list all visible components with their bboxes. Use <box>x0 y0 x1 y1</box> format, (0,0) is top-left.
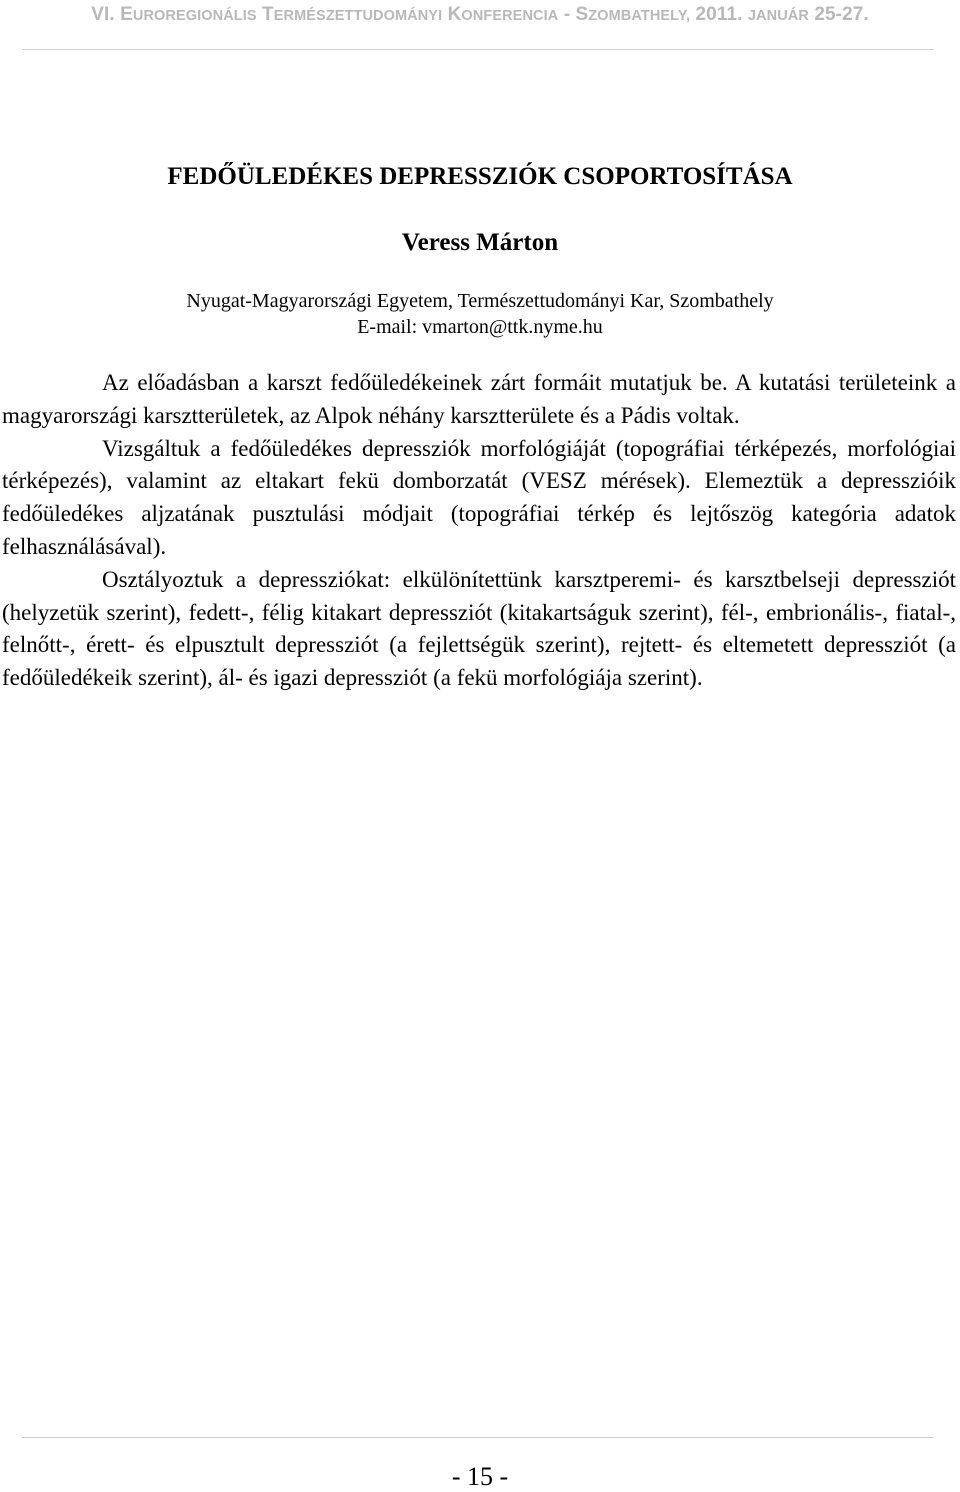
header-month: JANUÁR <box>747 8 809 24</box>
header-word-rest: ONFERENCIA <box>461 8 559 24</box>
abstract-paragraph: Az előadásban a karszt fedőüledékeinek zárt formáit mutatjuk be. A kutatási területeink a magyarországi karsztterületek, az Alpok néhány karsztterülete és a Pádis voltak. <box>2 370 956 428</box>
email: E-mail: vmarton@ttk.nyme.hu <box>357 316 603 338</box>
paper-title: FEDŐÜLEDÉKES DEPRESSZIÓK CSOPORTOSÍTÁSA <box>167 163 793 190</box>
abstract-paragraph: Vizsgáltuk a fedőüledékes depressziók morfológiáját (topográfiai térképezés, morfológiai térképezés), valamint az eltakart fekü domborzatát (VESZ mérések). Elemeztük a depresszióik fedőüledékes aljzatának pusztulási módjait (topográfiai térkép és lejtőszög kategória adatok felhasználásával). <box>2 435 956 559</box>
header-word-cap: E <box>120 4 133 25</box>
header-days: 25-27. <box>814 4 869 25</box>
header-word-rest: ERMÉSZETTUDOMÁNYI <box>273 8 443 24</box>
header-word-cap: K <box>447 4 462 25</box>
header-word-rest: ZOMBATHELY, <box>588 8 691 24</box>
header-word-rest: UROREGIONÁLIS <box>132 8 257 24</box>
affiliation-block <box>0 288 960 340</box>
header-divider <box>22 49 934 50</box>
footer-divider <box>22 1437 934 1438</box>
abstract-body <box>2 367 956 695</box>
affiliation: Nyugat-Magyarországi Egyetem, Természettudományi Kar, Szombathely <box>186 290 774 312</box>
header-year: 2011. <box>695 4 743 25</box>
header-word-cap: T <box>262 4 274 25</box>
author-name: Veress Márton <box>401 229 559 256</box>
page-number: - 15 - <box>451 1462 509 1491</box>
abstract-paragraph: Osztályoztuk a depressziókat: elkülönítettünk karsztperemi- és karsztbelseji depressziót (helyzetük szerint), fedett-, félig kitakart depressziót (kitakartságuk szerint), fél-, embrionális-, fiatal-, felnőtt-, érett- és elpusztult depressziót (a fejlettségük szerint), rejtett- és eltemetett depressziót (a fedőüledékeik szerint), ál- és igazi depressziót (a fekü morfológiája szerint). <box>2 566 956 691</box>
running-header <box>0 4 960 26</box>
header-word-cap: S <box>575 4 589 25</box>
header-dash: - <box>563 4 571 25</box>
header-roman: VI. <box>91 4 115 25</box>
